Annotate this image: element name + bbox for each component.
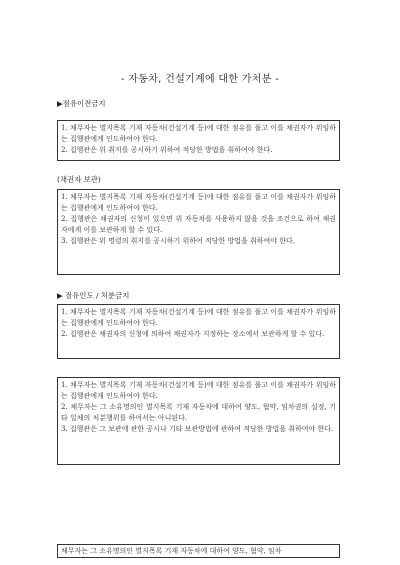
clause-item: 3. 집행관은 위 명령의 취지를 공시하기 위하여 적당한 방법을 취하여야 한다. bbox=[61, 237, 296, 245]
section-heading-delivery-disposal-ban: ▶ 점유인도 / 처분금지 bbox=[57, 291, 130, 300]
clause-item: 1. 채무자는 별지목록 기재 자동차(건설기계 등)에 대한 점유를 풀고 이를 채권자가 위임하는 집행관에게 인도하여야 한다. bbox=[61, 308, 336, 327]
clause-box-creditor-custody bbox=[57, 189, 340, 275]
clause-item: 2. 집행관은 채권자의 신청에 의하여 채권자가 지정하는 장소에서 보관하게 할 수 있다. bbox=[61, 330, 325, 338]
clause-item: 2. 집행관은 채권자의 신청이 있으면 위 자동차를 사용하지 않을 것을 조건으로 하여 채권자에게 이를 보관하게 할 수 있다. bbox=[61, 215, 336, 234]
clause-box-disposal-ban bbox=[57, 377, 340, 465]
clause-item: 3. 집행관은 그 보관에 관한 공시나 기타 보관방법에 관하여 적당한 방법을 취하여야 한다. bbox=[61, 425, 334, 433]
final-clause-line: 채무자는 그 소유명의인 별지목록 기재 자동차에 대하여 양도, 혐약, 임차 bbox=[57, 544, 340, 558]
clause-box-possession-transfer-ban bbox=[57, 120, 340, 161]
clause-item: 1. 채무자는 별지목록 기재 자동차(건설기계 등)에 대한 점유를 풀고 이를 채권자가 위임하는 집행관에게 인도하여야 한다. bbox=[61, 381, 336, 400]
page-title: - 자동차, 건설기계에 대한 가처분 - bbox=[120, 74, 280, 85]
clause-item: 2. 채무자는 그 소유명의인 별지목록 기재 자동차에 대하여 양도, 혐약, 임차권의 설정, 기타 일체의 처분행위를 하여서는 아니된다. bbox=[61, 403, 336, 422]
section-heading-possession-transfer-ban: ▶점유이전금지 bbox=[57, 99, 106, 108]
clause-item: 2. 집행관은 위 취지를 공시하기 위하여 적당한 방법을 취하여야 한다. bbox=[61, 146, 273, 154]
clause-item: 1. 채무자는 별지목록 기재 자동차(건설기계 등)에 대한 점유를 풀고 이를 채권자가 위임하는 집행관에게 인도하여야 한다. bbox=[61, 193, 336, 212]
clause-box-delivery-disposal-ban bbox=[57, 304, 340, 359]
section-heading-creditor-custody: (채권자 보관) bbox=[57, 175, 101, 184]
clause-item: 1. 채무자는 별지목록 기재 자동차(건설기계 등)에 대한 점유를 풀고 이를 채권자가 위임하는 집행관에게 인도하여야 한다. bbox=[61, 124, 336, 143]
